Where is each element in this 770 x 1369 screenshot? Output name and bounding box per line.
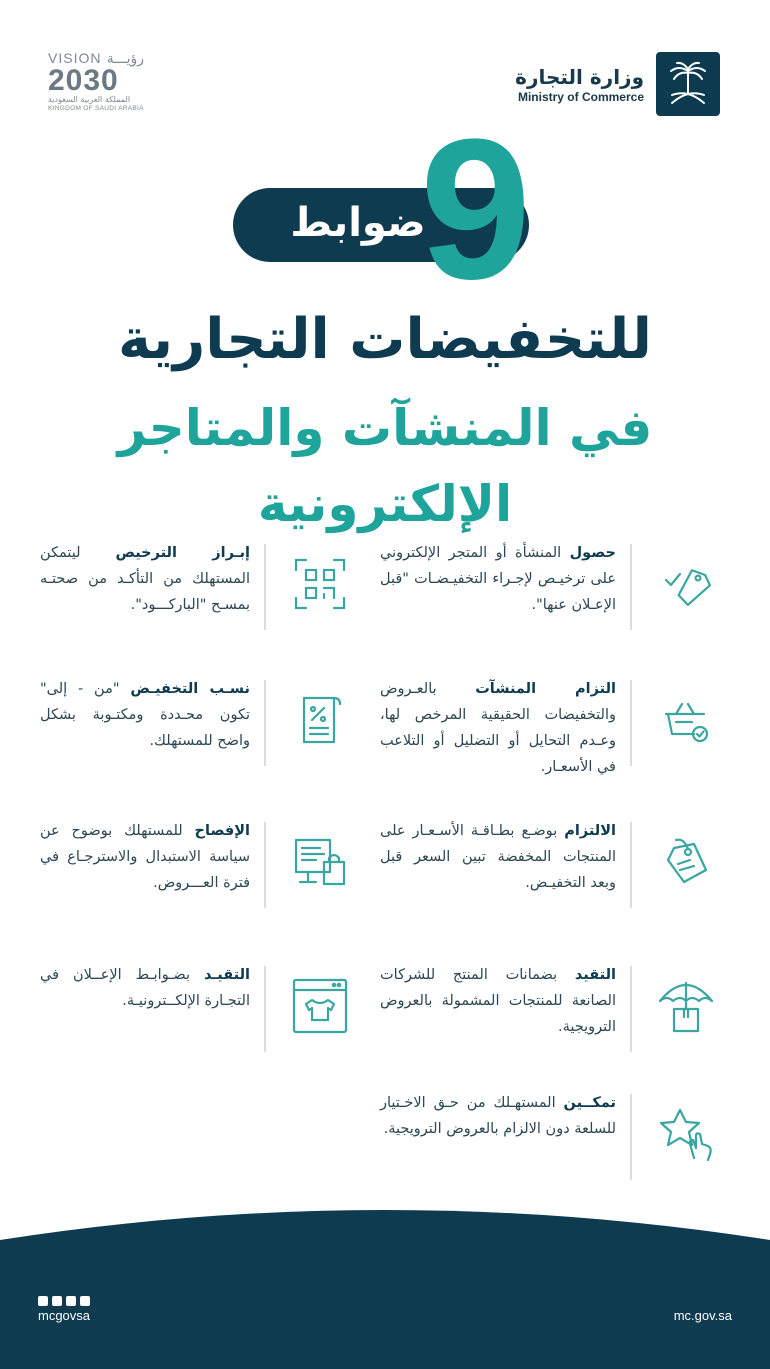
website-link[interactable]: mc.gov.sa	[673, 1308, 732, 1323]
ministry-name-arabic: وزارة التجارة	[515, 65, 644, 89]
rule-item-9	[380, 1090, 726, 1180]
vision-year: 2030	[48, 64, 119, 97]
social-handle[interactable]: mcgovsa	[38, 1308, 91, 1323]
vision-latin: VISION	[48, 50, 102, 66]
percent-receipt-icon	[280, 680, 360, 760]
divider	[630, 822, 632, 908]
umbrella-box-icon	[646, 966, 726, 1046]
basket-check-icon	[646, 680, 726, 760]
divider	[264, 966, 266, 1052]
rule-item-8	[40, 962, 360, 1052]
rule-text: التزام المنشآت بالعـروض والتخفيضات الحقيقية المرخص لها، وعـدم التحايل أو التضليل أو التلاعب في الأسعـار.	[380, 681, 616, 775]
title-number: 9	[420, 98, 532, 321]
rule-text: الإفصاح للمستهلك بوضوح عن سياسة الاستبدال والاسترجـاع في فترة العـــروض.	[40, 823, 250, 891]
rule-text: الالتزام بوضـع بطـاقـة الأسـعـار على المنتجات المخفضة تبين السعر قبل وبعد التخفيـض.	[380, 823, 616, 891]
rule-text: حصول المنشأة أو المتجر الإلكتروني على ترخيـص لإجـراء التخفيـضـات "قبل الإعـلان عنها".	[380, 545, 616, 613]
x-icon[interactable]	[52, 1296, 62, 1306]
divider	[264, 822, 266, 908]
rule-item-7	[380, 962, 726, 1052]
palm-swords-emblem-icon	[656, 52, 720, 116]
facebook-icon[interactable]	[66, 1296, 76, 1306]
footer-wave	[0, 1200, 770, 1369]
ministry-logo	[515, 52, 720, 116]
title-pill-label: ضوابط	[290, 200, 426, 246]
social-icons	[38, 1296, 90, 1306]
divider	[630, 1094, 632, 1180]
youtube-icon[interactable]	[80, 1296, 90, 1306]
star-tap-icon	[646, 1094, 726, 1174]
kingdom-arabic: المملكة العربية السعودية	[48, 95, 131, 104]
rule-item-6	[40, 818, 360, 908]
divider	[630, 544, 632, 630]
rule-text: نسـب التخفيـض "من - إلى" تكون محـددة ومكتـوبة بشكل واضح للمستهلك.	[40, 681, 250, 749]
ministry-name-english: Ministry of Commerce	[517, 90, 644, 104]
divider	[630, 680, 632, 766]
tag-check-icon	[646, 544, 726, 624]
document-bag-icon	[280, 822, 360, 902]
instagram-icon[interactable]	[38, 1296, 48, 1306]
rule-item-4	[40, 676, 360, 766]
rule-item-3	[380, 676, 726, 780]
rule-item-1	[380, 540, 726, 630]
rule-text: إبـراز الترخيص ليتمكن المستهلك من التأكـد من صحتـه بمسـح "الباركـــود".	[40, 545, 250, 613]
divider	[630, 966, 632, 1052]
kingdom-english: KINGDOM OF SAUDI ARABIA	[48, 105, 144, 112]
vision-2030-logo	[48, 50, 158, 120]
main-title: للتخفيضات التجارية	[118, 307, 652, 372]
rule-text: التقيد بضمانات المنتج للشركات الصانعة للمنتجات المشمولة بالعروض الترويجية.	[380, 967, 616, 1035]
sub-title: في المنشآت والمتاجر الإلكترونية	[117, 399, 653, 533]
divider	[264, 680, 266, 766]
browser-shirt-icon	[280, 966, 360, 1046]
rule-item-5	[380, 818, 726, 908]
qr-code-icon	[280, 544, 360, 624]
rule-text: تمكــين المستهـلك من حـق الاخـتيار للسلعة دون الالزام بالعروض الترويجية.	[380, 1095, 616, 1137]
rule-text: التقيـد بضـوابـط الإعــلان في التجـارة الإلكــترونيـة.	[40, 967, 250, 1009]
vision-arabic: رؤيـــة	[106, 50, 144, 66]
price-tag-icon	[646, 822, 726, 902]
divider	[264, 544, 266, 630]
rule-item-2	[40, 540, 360, 630]
